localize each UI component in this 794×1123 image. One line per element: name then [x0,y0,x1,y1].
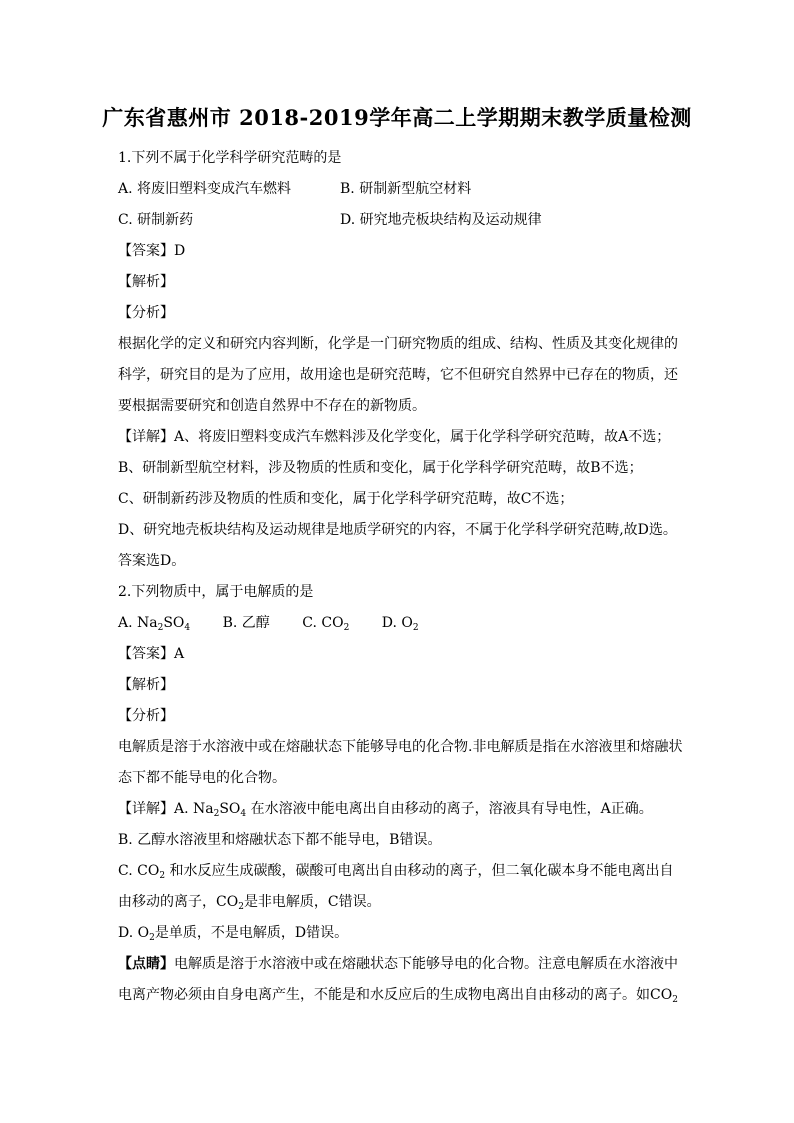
q2-options [118,608,683,639]
q1-options-row2 [118,205,683,236]
q2-detail-a-mid: SO [219,801,241,817]
q2-option-d-pre: D. O [381,615,413,631]
q2-detail-tag: 【详解】 [118,801,174,817]
document-body [118,143,683,1011]
q1-detail-c: C、研制新药涉及物质的性质和变化，属于化学科学研究范畴，故C不选； [118,491,574,507]
q1-stem: 1.下列不属于化学科学研究范畴的是 [118,150,342,166]
q2-detail-b: B. 乙醇水溶液里和熔融状态下都不能导电，B错误。 [118,832,442,848]
q2-detail-c-pre: C. CO [118,863,160,879]
q2-option-a [118,615,190,631]
q1-conclusion: 答案选D。 [118,553,186,569]
q2-option-d [382,615,419,631]
q2-fenxi-heading: 【分析】 [118,708,174,724]
q1-detail-d: D、研究地壳板块结构及运动规律是地质学研究的内容，不属于化学科学研究范畴,故D选。 [118,522,677,538]
q2-analysis: 电解质是溶于水溶液中或在熔融状态下能够导电的化合物.非电解质是指在水溶液里和熔融状态下都不能导电的化合物。 [118,739,683,786]
q2-option-a-pre: A. Na [118,615,158,631]
q2-detail-c-sub1: 2 [159,871,166,881]
q2-stem: 2.下列物质中，属于电解质的是 [118,584,314,600]
q2-detail-d-pre: D. O [118,925,150,941]
q2-option-b: B. 乙醇 [222,615,270,631]
page-title: 广东省惠州市 2018-2019学年高二上学期期末教学质量检测 [102,105,692,130]
q2-detail-d-sub: 2 [149,933,155,943]
q1-option-c: C. 研制新药 [118,212,194,228]
q1-analysis: 根据化学的定义和研究内容判断，化学是一门研究物质的组成、结构、性质及其变化规律的科学，研究目的是为了应用，故用途也是研究范畴，它不但研究自然界中已存在的物质，还要根据需要研究和创造自然界中不存在的新物质。 [118,336,678,414]
q1-detail-b: B、研制新型航空材料，涉及物质的性质和变化，属于化学科学研究范畴，故B不选； [118,460,643,476]
q1-detail-a [118,422,683,453]
q2-detail-d-post: 是单质，不是电解质，D错误。 [154,925,349,941]
q1-answer: 【答案】D [118,243,186,259]
q2-detail-a [118,794,683,825]
q1-option-d: D. 研究地壳板块结构及运动规律 [340,212,542,228]
q2-detail-c-post: 是非电解质，C错误。 [243,894,381,910]
q2-option-a-sub1: 2 [157,623,164,633]
q1-detail-tag: 【详解】 [118,429,174,445]
q2-option-d-sub: 2 [412,623,419,633]
q2-point [118,949,683,1011]
q2-point-text: 电解质是溶于水溶液中或在熔融状态下能够导电的化合物。注意电解质在水溶液中电离产物必须由自身电离产生，不能是和水反应后的生成物电离出自由移动的离子。如CO [118,956,678,1003]
q2-detail-c-sub2: 2 [238,902,244,912]
q1-fenxi-heading: 【分析】 [118,305,174,321]
q2-detail-a-pre: A. Na [174,801,214,817]
q2-option-a-mid: SO [163,615,185,631]
q2-point-sub: 2 [672,995,678,1005]
q2-option-a-sub2: 4 [184,623,191,633]
q1-detail-a-text: A、将废旧塑料变成汽车燃料涉及化学变化，属于化学科学研究范畴，故A不选； [174,429,671,445]
q2-option-c-sub: 2 [343,623,350,633]
q2-detail-d [118,918,683,949]
q2-point-tag: 【点睛】 [118,956,174,972]
q2-detail-a-post: 在水溶液中能电离出自由移动的离子，溶液具有导电性，A正确。 [246,801,653,817]
q2-detail-c [118,856,683,918]
q2-jiexi-heading: 【解析】 [118,677,174,693]
q1-option-b: B. 研制新型航空材料 [340,181,472,197]
q1-jiexi-heading: 【解析】 [118,274,174,290]
q2-option-c [302,615,349,631]
q1-options-row1 [118,174,683,205]
q2-detail-a-sub1: 2 [213,809,220,819]
q2-detail-a-sub2: 4 [240,809,247,819]
q1-option-a: A. 将废旧塑料变成汽车燃料 [118,181,292,197]
q2-answer: 【答案】A [118,646,185,662]
q2-detail-c-mid: 和水反应生成碳酸，碳酸可电离出自由移动的离子，但二氧化碳本身不能电离出自由移动的离子，CO [118,863,674,910]
q2-option-c-pre: C. CO [302,615,344,631]
